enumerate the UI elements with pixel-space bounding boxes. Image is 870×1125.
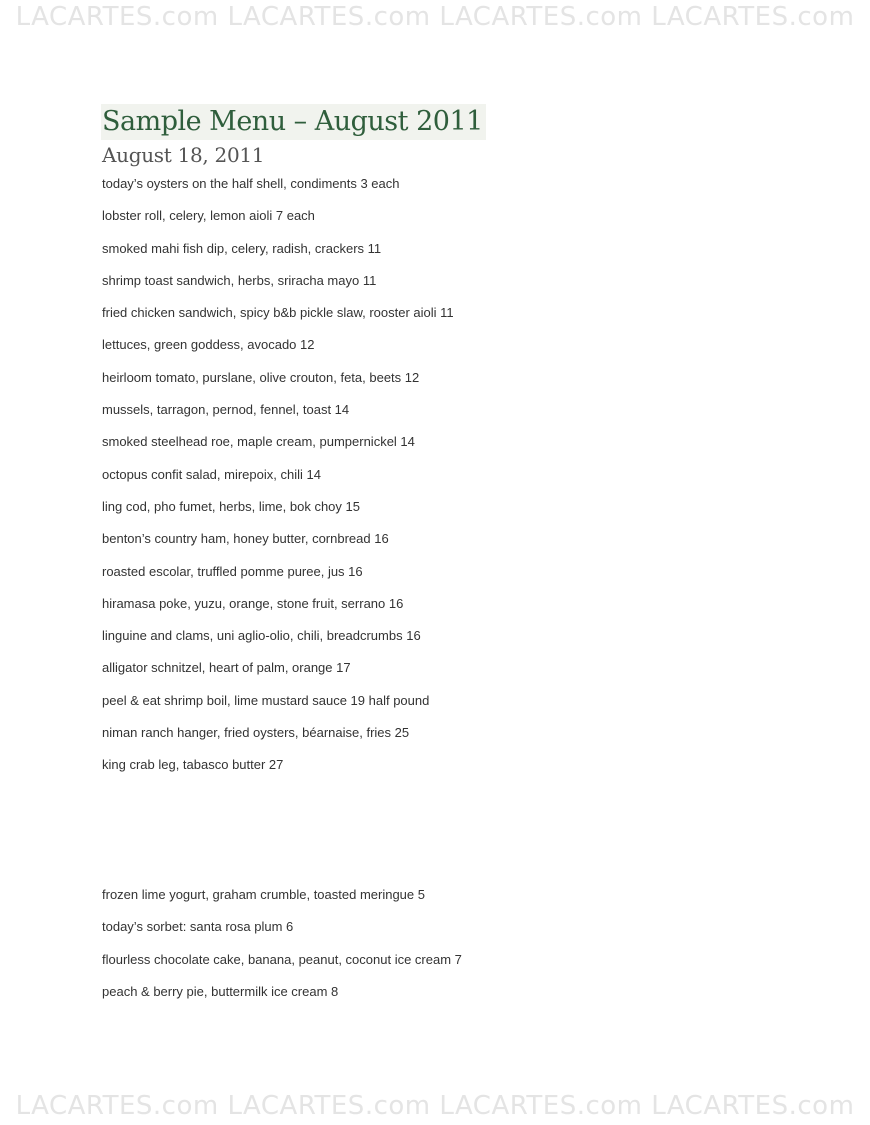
menu-item: lettuces, green goddess, avocado 12	[102, 337, 315, 353]
menu-date: August 18, 2011	[102, 143, 265, 167]
menu-item: octopus confit salad, mirepoix, chili 14	[102, 466, 321, 482]
menu-item: fried chicken sandwich, spicy b&b pickle slaw, rooster aioli 11	[102, 305, 454, 321]
menu-item: smoked steelhead roe, maple cream, pumpernickel 14	[102, 434, 415, 450]
menu-item: frozen lime yogurt, graham crumble, toasted meringue 5	[102, 887, 425, 902]
menu-item: peel & eat shrimp boil, lime mustard sauce 19 half pound	[102, 692, 430, 708]
title-highlight	[101, 104, 486, 140]
menu-item: roasted escolar, truffled pomme puree, jus 16	[102, 563, 363, 579]
menu-item: alligator schnitzel, heart of palm, orange 17	[102, 660, 351, 676]
menu-item: ling cod, pho fumet, herbs, lime, bok choy 15	[102, 498, 360, 514]
menu-item: shrimp toast sandwich, herbs, sriracha mayo 11	[102, 272, 377, 288]
menu-item: king crab leg, tabasco butter 27	[102, 757, 284, 773]
menu-item: benton’s country ham, honey butter, cornbread 16	[102, 531, 389, 547]
watermark-top: LACARTES.com LACARTES.com LACARTES.com LACARTES.com	[15, 2, 855, 32]
menu-item: flourless chocolate cake, banana, peanut, coconut ice cream 7	[102, 951, 462, 967]
menu-item: heirloom tomato, purslane, olive crouton, feta, beets 12	[102, 369, 420, 385]
menu-item: mussels, tarragon, pernod, fennel, toast 14	[102, 402, 350, 418]
menu-item: linguine and clams, uni aglio-olio, chili, breadcrumbs 16	[102, 628, 421, 644]
desserts-list	[102, 885, 462, 1014]
menu-item: smoked mahi fish dip, celery, radish, crackers 11	[102, 240, 382, 256]
menu-item: peach & berry pie, buttermilk ice cream 8	[102, 983, 339, 999]
menu-item: hiramasa poke, yuzu, orange, stone fruit, serrano 16	[102, 595, 404, 611]
watermark-bottom: LACARTES.com LACARTES.com LACARTES.com LACARTES.com	[15, 1091, 855, 1121]
menu-item: lobster roll, celery, lemon aioli 7 each	[102, 208, 315, 224]
menu-item: niman ranch hanger, fried oysters, béarnaise, fries 25	[102, 725, 410, 741]
menu-item: today’s sorbet: santa rosa plum 6	[102, 919, 294, 935]
menu-title: Sample Menu – August 2011	[102, 106, 483, 137]
menu-item: today’s oysters on the half shell, condiments 3 each	[102, 176, 400, 191]
mains-list	[102, 174, 454, 788]
